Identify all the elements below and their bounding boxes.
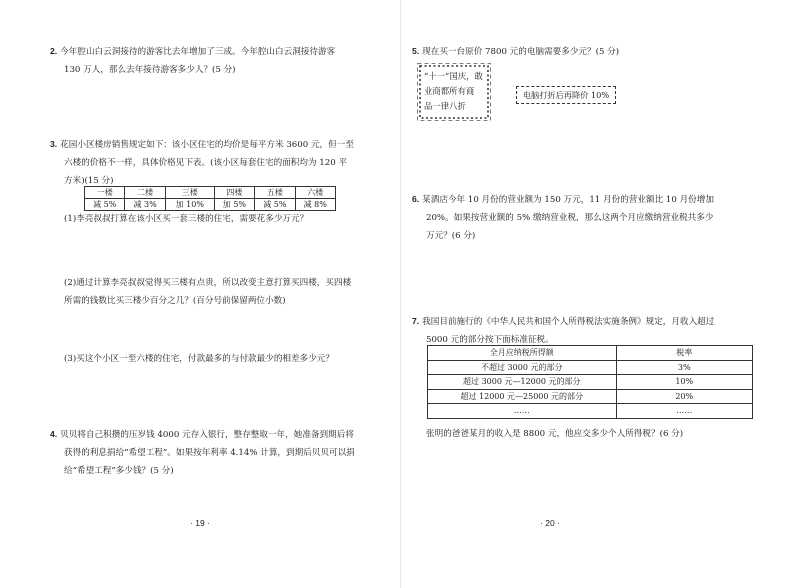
sub-question-1 <box>64 210 308 228</box>
question-text-line: 我国目前施行的《中华人民共和国个人所得税法实施条例》规定，月收入超过 <box>422 317 715 327</box>
question-text-line: 万元？(6 分) <box>426 231 476 241</box>
table-cell: 六楼 <box>295 187 335 199</box>
table-header-cell: 全月应纳税所得额 <box>428 346 617 361</box>
table-cell: 超过 12000 元—25000 元的部分 <box>428 389 617 404</box>
table-cell: …… <box>428 404 617 419</box>
table-cell: 减 5% <box>85 199 125 211</box>
discount-note-box: 电脑打折后再降价 10% <box>516 86 616 104</box>
table-row <box>428 389 753 404</box>
question-text-line: 20%。如果按营业额的 5% 缴纳营业税，那么这两个月应缴纳营业税共多少 <box>426 213 714 223</box>
question-number: 6. <box>412 194 420 204</box>
sign-text-line: “十一”国庆，敢 <box>424 71 483 81</box>
table-cell: 五楼 <box>255 187 295 199</box>
table-cell: 加 10% <box>165 199 214 211</box>
question-text-line: 今年腔山白云洞接待的游客比去年增加了三成。今年腔山白云洞接待游客 <box>60 47 336 57</box>
page-number: · 19 · <box>190 518 210 528</box>
table-cell: …… <box>616 404 753 419</box>
question-text-line: 某酒店今年 10 月份的营业额为 150 万元，11 月份的营业额比 10 月份增加 <box>422 195 714 205</box>
table-header-cell: 税率 <box>616 346 753 361</box>
table-cell: 减 3% <box>125 199 165 211</box>
question-text-line: 130 万人，那么去年接待游客多少人？(5 分) <box>64 65 236 75</box>
table-row <box>428 404 753 419</box>
question-text-line: (1)李亮叔叔打算在该小区买一套三楼的住宅，需要花多少万元？ <box>64 214 309 224</box>
question-number: 2. <box>50 46 58 56</box>
table-header-row <box>428 346 753 361</box>
question-text-line: 贝贝将自己积攒的压岁钱 4000 元存入银行，整存整取一年，她准备到期后将 <box>60 430 354 440</box>
table-cell: 3% <box>616 360 753 375</box>
question-6 <box>412 190 714 245</box>
question-3 <box>50 135 354 190</box>
question-number: 3. <box>50 139 58 149</box>
table-row <box>428 375 753 390</box>
question-text-line: 给“希望工程”多少钱？(5 分) <box>64 466 174 476</box>
table-cell: 二楼 <box>125 187 165 199</box>
question-text-line: 现在买一台原价 7800 元的电脑需要多少元？(5 分) <box>422 47 620 57</box>
table-cell: 三楼 <box>165 187 214 199</box>
sign-text-line: 品一律八折 <box>424 101 466 111</box>
promo-sign <box>416 62 492 122</box>
question-4 <box>50 425 355 480</box>
question-7 <box>412 312 714 349</box>
table-cell: 10% <box>616 375 753 390</box>
table-row <box>428 360 753 375</box>
question-7-followup <box>426 425 683 443</box>
question-text-line: (2)通过计算李亮叔叔觉得买三楼有点贵，所以改变主意打算买四楼，买四楼 <box>64 278 352 288</box>
question-number: 4. <box>50 429 58 439</box>
question-text-line: 花园小区楼房销售规定如下：该小区住宅的均价是每平方米 3600 元，但一至 <box>60 140 354 150</box>
table-cell: 不超过 3000 元的部分 <box>428 360 617 375</box>
sub-question-2 <box>64 274 351 310</box>
table-cell: 四楼 <box>214 187 254 199</box>
table-cell: 加 5% <box>214 199 254 211</box>
question-text-line: 5000 元的部分按下面标准征税。 <box>426 335 554 345</box>
page-gutter <box>400 0 401 588</box>
question-2 <box>50 42 335 79</box>
table-row <box>85 199 336 211</box>
question-number: 5. <box>412 46 420 56</box>
sign-text-line: 业商都所有商 <box>424 86 475 96</box>
tax-rate-table <box>427 345 753 419</box>
question-text-line: 张明的爸爸某月的收入是 8800 元，他应交多少个人所得税？(6 分) <box>426 429 684 439</box>
sub-question-3 <box>64 350 334 368</box>
question-text-line: (3)买这个小区一至六楼的住宅，付款最多的与付款最少的相差多少元？ <box>64 354 334 364</box>
question-text-line: 所需的钱数比买三楼少百分之几？(百分号前保留两位小数) <box>64 296 286 306</box>
question-text-line: 获得的利息捐给“希望工程”。如果按年利率 4.14% 计算，到期后贝贝可以捐 <box>64 448 355 458</box>
table-cell: 超过 3000 元—12000 元的部分 <box>428 375 617 390</box>
page-number: · 20 · <box>540 518 560 528</box>
table-cell: 减 8% <box>295 199 335 211</box>
question-text-line: 方米)(15 分) <box>64 176 114 186</box>
question-number: 7. <box>412 316 420 326</box>
table-cell: 一楼 <box>85 187 125 199</box>
floor-price-table <box>84 186 336 211</box>
table-row <box>85 187 336 199</box>
table-cell: 20% <box>616 389 753 404</box>
table-cell: 减 5% <box>255 199 295 211</box>
question-text-line: 六楼的价格不一样，具体价格见下表。(该小区每套住宅的面积均为 120 平 <box>64 158 348 168</box>
question-5 <box>412 42 619 61</box>
